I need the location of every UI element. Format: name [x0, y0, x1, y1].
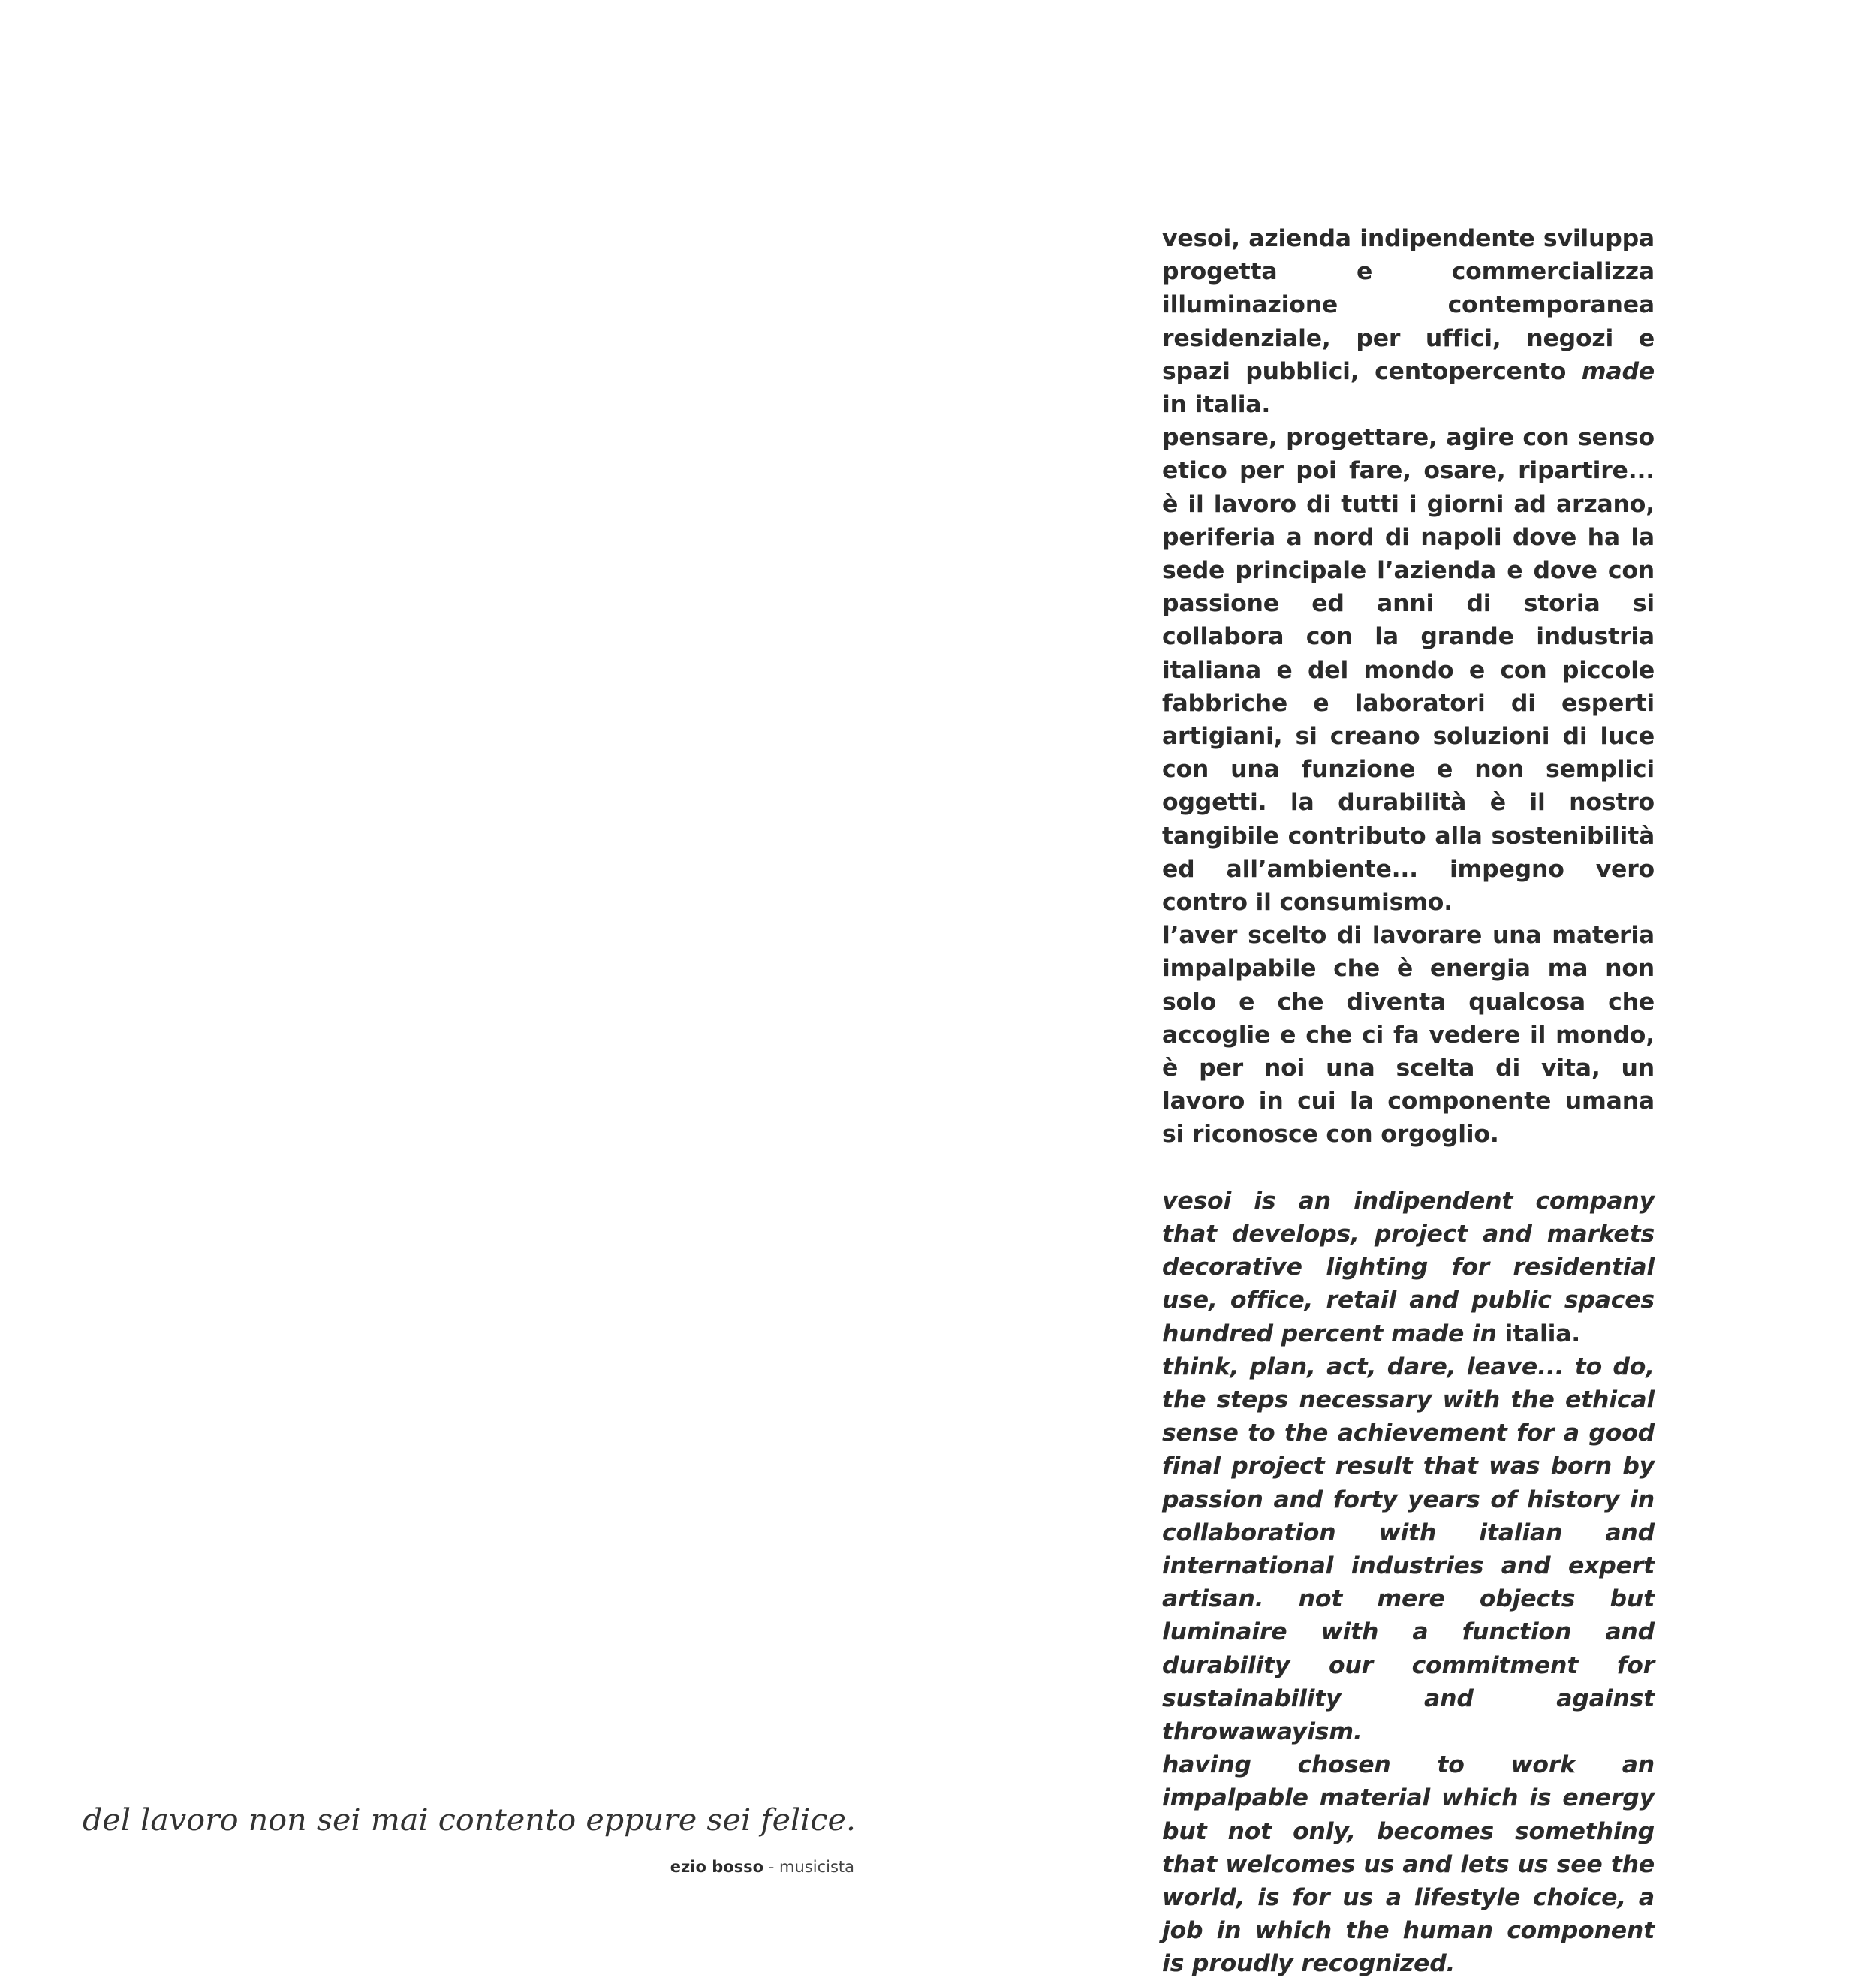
italian-paragraph-1-tail: in italia. — [1162, 391, 1271, 419]
handwritten-quote — [81, 1794, 862, 1847]
italian-paragraph-2: pensare, progettare, agire con senso etico per poi fare, osare, ripartire... è il lavoro di tutti i giorni ad arzano, periferia a nord di napoli dove ha la sede principale l’azienda e dove con passione ed anni di storia si collabora con la grande industria italiana e del mondo e con piccole fabbriche e laboratori di esperti artigiani, si creano soluzioni di luce con una funzione e non semplici oggetti. la durabilità è il nostro tangibile contributo alla sostenibilità ed all’ambiente... impegno vero contro il consumismo. — [1162, 424, 1655, 917]
quote-author: ezio bosso — [670, 1858, 764, 1876]
handwritten-quote-script — [81, 1794, 862, 1847]
english-paragraph-3: having chosen to work an impalpable material which is energy but not only, becomes something that welcomes us and lets us see the world, is for us a lifestyle choice, a job in which the human component is proudly recognized. — [1162, 1751, 1655, 1978]
quote-author-role: musicista — [779, 1858, 854, 1876]
italian-paragraph-1-lead: vesoi, azienda indipendente sviluppa progetta e commercializza illuminazione contemporanea residenziale, per uffici, negozi e spazi pubblici, centopercento — [1162, 225, 1655, 385]
english-paragraph-1-lead: vesoi is an indipendent company that develops, project and markets decorative lighting for residential use, office, retail and public spaces hundred percent made in — [1162, 1187, 1655, 1347]
quote-attribution — [525, 1858, 854, 1876]
italian-paragraph-1 — [1162, 222, 1655, 421]
english-italia-word: italia. — [1504, 1320, 1581, 1347]
quote-separator: - — [763, 1858, 780, 1876]
italian-paragraph-3: l’aver scelto di lavorare una materia impalpabile che è energia ma non solo e che diventa qualcosa che accoglie e che ci fa vedere il mondo, è per noi una scelta di vita, un lavoro in cui la componente umana si riconosce con orgoglio. — [1162, 922, 1655, 1149]
handwritten-quote-text: del lavoro non sei mai contento eppure sei felice. — [83, 1803, 856, 1838]
italian-made-word: made — [1581, 357, 1655, 385]
english-paragraph-1 — [1162, 1185, 1655, 1350]
body-text-column — [1162, 222, 1655, 1981]
english-paragraph-2: think, plan, act, dare, leave... to do, the steps necessary with the ethical sense to the achievement for a good final project result that was born by passion and forty years of history in collaboration with italian and international industries and expert artisan. not mere objects but luminaire with a function and durability our commitment for sustainability and against throwawayism. — [1162, 1353, 1655, 1745]
language-gap — [1162, 1152, 1655, 1185]
